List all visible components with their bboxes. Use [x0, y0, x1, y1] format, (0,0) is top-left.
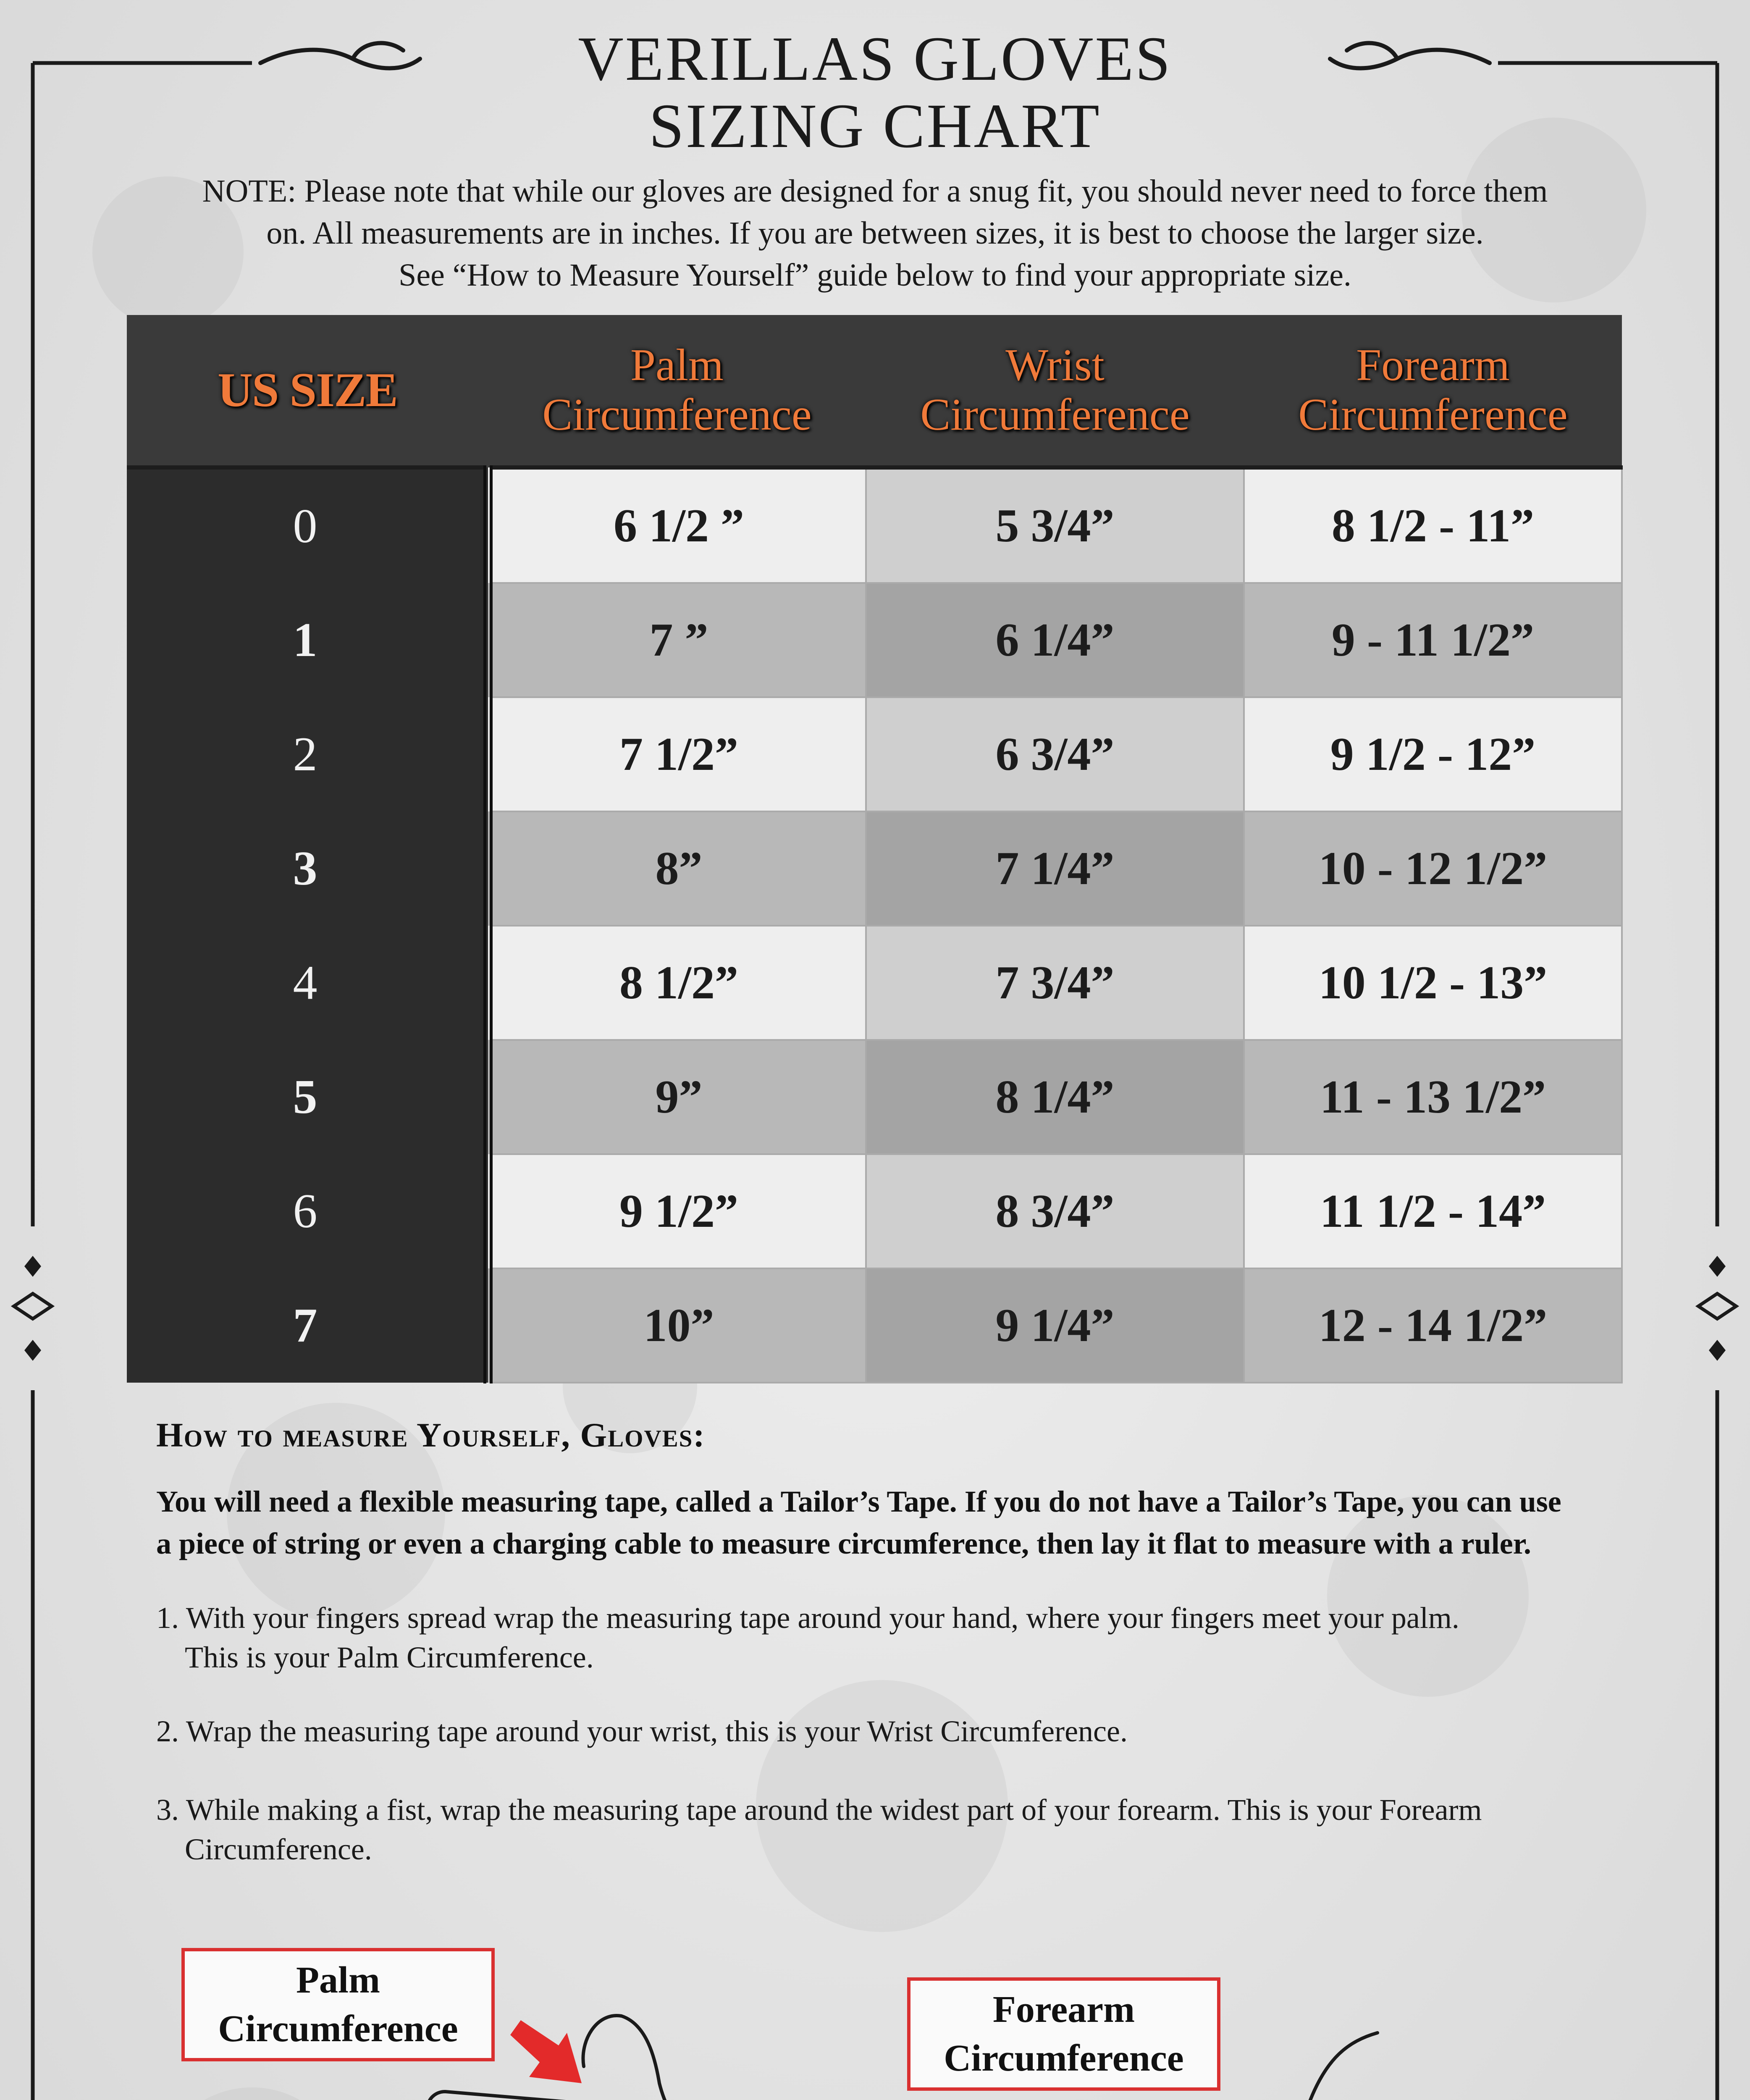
palm-callout — [181, 1948, 495, 2061]
table-row — [127, 697, 1622, 811]
size-cell: 4 — [127, 926, 488, 1040]
title-line-1: VERILLAS GLOVES — [578, 24, 1172, 94]
step-3-line-2: Circumference. — [185, 1832, 372, 1866]
table-row — [127, 1268, 1622, 1383]
header-wrist — [866, 315, 1244, 467]
forearm-cell: 8 1/2 - 11” — [1244, 467, 1622, 583]
wrist-cell: 7 1/4” — [866, 811, 1244, 926]
table-row — [127, 467, 1622, 583]
wrist-cell: 7 3/4” — [866, 926, 1244, 1040]
forearm-callout — [907, 1977, 1220, 2091]
guide-step-1 — [156, 1598, 1626, 1677]
palm-cell: 7 1/2” — [488, 697, 866, 811]
size-cell: 3 — [127, 811, 488, 926]
palm-cell: 10” — [488, 1268, 866, 1383]
forearm-cell: 9 - 11 1/2” — [1244, 583, 1622, 697]
note-line-3: See “How to Measure Yourself” guide below to find your appropriate size. — [399, 257, 1351, 293]
guide-step-2 — [156, 1712, 1626, 1751]
step-1-line-2: This is your Palm Circumference. — [185, 1641, 594, 1674]
palm-callout-line-2: Circumference — [218, 2008, 458, 2050]
header-forearm-line-2: Circumference — [1298, 390, 1568, 440]
size-cell: 2 — [127, 697, 488, 811]
size-chart-table — [127, 315, 1623, 1383]
title-line-2: SIZING CHART — [649, 91, 1101, 161]
table-row — [127, 926, 1622, 1040]
wrist-cell: 6 3/4” — [866, 697, 1244, 811]
header-wrist-line-1: Wrist — [1005, 340, 1105, 390]
wrist-cell: 9 1/4” — [866, 1268, 1244, 1383]
wrist-cell: 5 3/4” — [866, 467, 1244, 583]
wrist-cell: 8 3/4” — [866, 1154, 1244, 1268]
size-cell: 0 — [127, 467, 488, 583]
page-title — [0, 25, 1750, 160]
header-forearm — [1244, 315, 1622, 467]
table-row — [127, 1154, 1622, 1268]
header-wrist-line-2: Circumference — [920, 390, 1190, 440]
table-row — [127, 583, 1622, 697]
guide-intro-line-2: a piece of string or even a charging cable to measure circumference, then lay it flat to measure with a ruler. — [156, 1527, 1532, 1560]
guide-intro — [156, 1480, 1626, 1564]
forearm-callout-line-2: Circumference — [944, 2037, 1184, 2079]
guide-step-3 — [156, 1790, 1626, 1869]
palm-callout-line-1: Palm — [296, 1959, 380, 2001]
wrist-cell: 8 1/4” — [866, 1040, 1244, 1154]
guide-title: How to measure Yourself, Gloves: — [156, 1416, 706, 1454]
forearm-cell: 10 1/2 - 13” — [1244, 926, 1622, 1040]
step-3-line-1: 3. While making a fist, wrap the measuring tape around the widest part of your forearm. This is your Forearm — [156, 1793, 1482, 1827]
palm-cell: 8” — [488, 811, 866, 926]
header-palm-line-1: Palm — [630, 340, 724, 390]
size-cell: 7 — [127, 1268, 488, 1383]
table-row — [127, 811, 1622, 926]
header-us-size: US SIZE — [127, 315, 488, 467]
guide-intro-line-1: You will need a flexible measuring tape, called a Tailor’s Tape. If you do not have a Tailor’s Tape, you can use — [156, 1485, 1561, 1518]
forearm-cell: 11 1/2 - 14” — [1244, 1154, 1622, 1268]
palm-cell: 8 1/2” — [488, 926, 866, 1040]
table-row — [127, 1040, 1622, 1154]
palm-cell: 9 1/2” — [488, 1154, 866, 1268]
size-cell: 1 — [127, 583, 488, 697]
header-forearm-line-1: Forearm — [1356, 340, 1510, 390]
sizing-note — [109, 170, 1641, 296]
header-palm-line-2: Circumference — [542, 390, 812, 440]
size-cell: 6 — [127, 1154, 488, 1268]
forearm-callout-line-1: Forearm — [992, 1989, 1135, 2030]
step-1-line-1: 1. With your fingers spread wrap the measuring tape around your hand, where your fingers meet your palm. — [156, 1601, 1459, 1635]
palm-cell: 9” — [488, 1040, 866, 1154]
table-header-row — [127, 315, 1622, 467]
palm-cell: 6 1/2 ” — [488, 467, 866, 583]
forearm-cell: 10 - 12 1/2” — [1244, 811, 1622, 926]
step-2-line-1: 2. Wrap the measuring tape around your wrist, this is your Wrist Circumference. — [156, 1714, 1128, 1748]
size-cell: 5 — [127, 1040, 488, 1154]
wrist-cell: 6 1/4” — [866, 583, 1244, 697]
header-palm — [488, 315, 866, 467]
palm-cell: 7 ” — [488, 583, 866, 697]
forearm-cell: 12 - 14 1/2” — [1244, 1268, 1622, 1383]
note-line-1: NOTE: Please note that while our gloves are designed for a snug fit, you should never need to force them — [202, 173, 1548, 209]
note-line-2: on. All measurements are in inches. If you are between sizes, it is best to choose the larger size. — [266, 215, 1484, 251]
forearm-cell: 9 1/2 - 12” — [1244, 697, 1622, 811]
forearm-cell: 11 - 13 1/2” — [1244, 1040, 1622, 1154]
